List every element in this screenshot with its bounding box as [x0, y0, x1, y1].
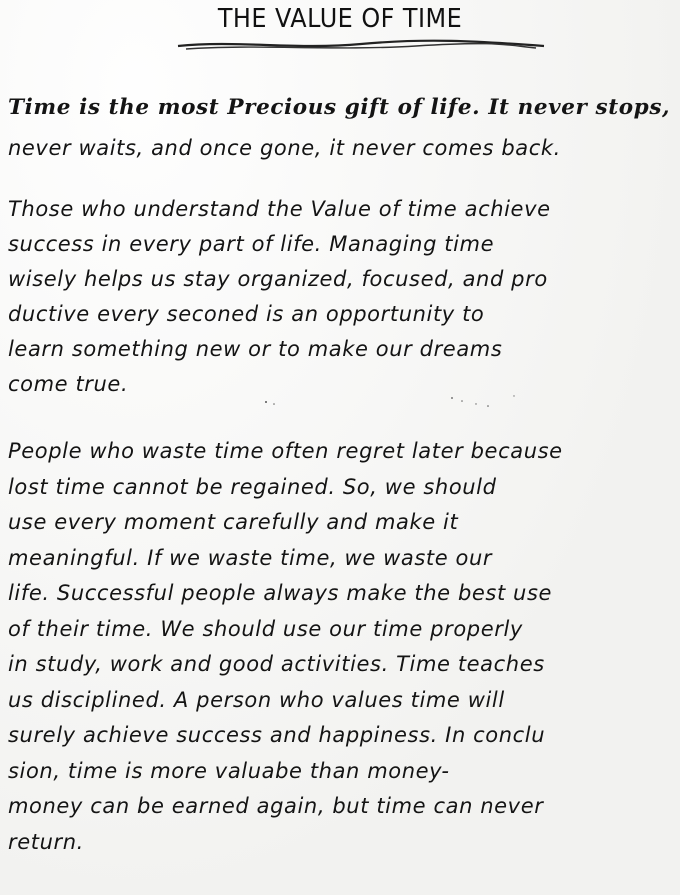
text-line: return. — [8, 829, 84, 854]
text-line: success in every part of life. Managing time — [8, 232, 495, 256]
text-line: us disciplined. A person who values time will — [8, 687, 505, 712]
text-line: lost time cannot be regained. So, we should — [8, 474, 497, 499]
text-line: sion, time is more valuabe than money- — [8, 758, 450, 783]
paragraph-intro — [8, 88, 676, 168]
text-line: wisely helps us stay organized, focused, and pro — [8, 267, 548, 291]
essay-title: THE VALUE OF TIME — [217, 4, 463, 34]
text-line: come true. — [8, 372, 129, 396]
text-line: of their time. We should use our time properly — [8, 616, 523, 641]
text-line: use every moment carefully and make it — [8, 510, 459, 534]
text-line: ductive every seconed is an opportunity to — [8, 302, 485, 326]
text-line: meaningful. If we waste time, we waste our — [8, 545, 493, 570]
text-line: in study, work and good activities. Time teaches — [8, 652, 545, 676]
text-line: People who waste time often regret later because — [8, 439, 563, 463]
title-underline — [176, 38, 546, 52]
text-line: Time is the most Precious gift of life. It never stops, — [8, 95, 671, 120]
paragraph-body-2 — [8, 434, 676, 860]
ink-specks — [4, 392, 676, 422]
text-line: learn something new or to make our dreams — [8, 337, 503, 361]
text-line: never waits, and once gone, it never comes back. — [8, 136, 561, 160]
text-line: surely achieve success and happiness. In conclu — [8, 723, 546, 747]
text-line: Those who understand the Value of time achieve — [8, 197, 551, 221]
text-line: money can be earned again, but time can never — [8, 794, 544, 818]
text-line: life. Successful people always make the best use — [8, 581, 553, 605]
paragraph-body-1 — [8, 192, 676, 402]
